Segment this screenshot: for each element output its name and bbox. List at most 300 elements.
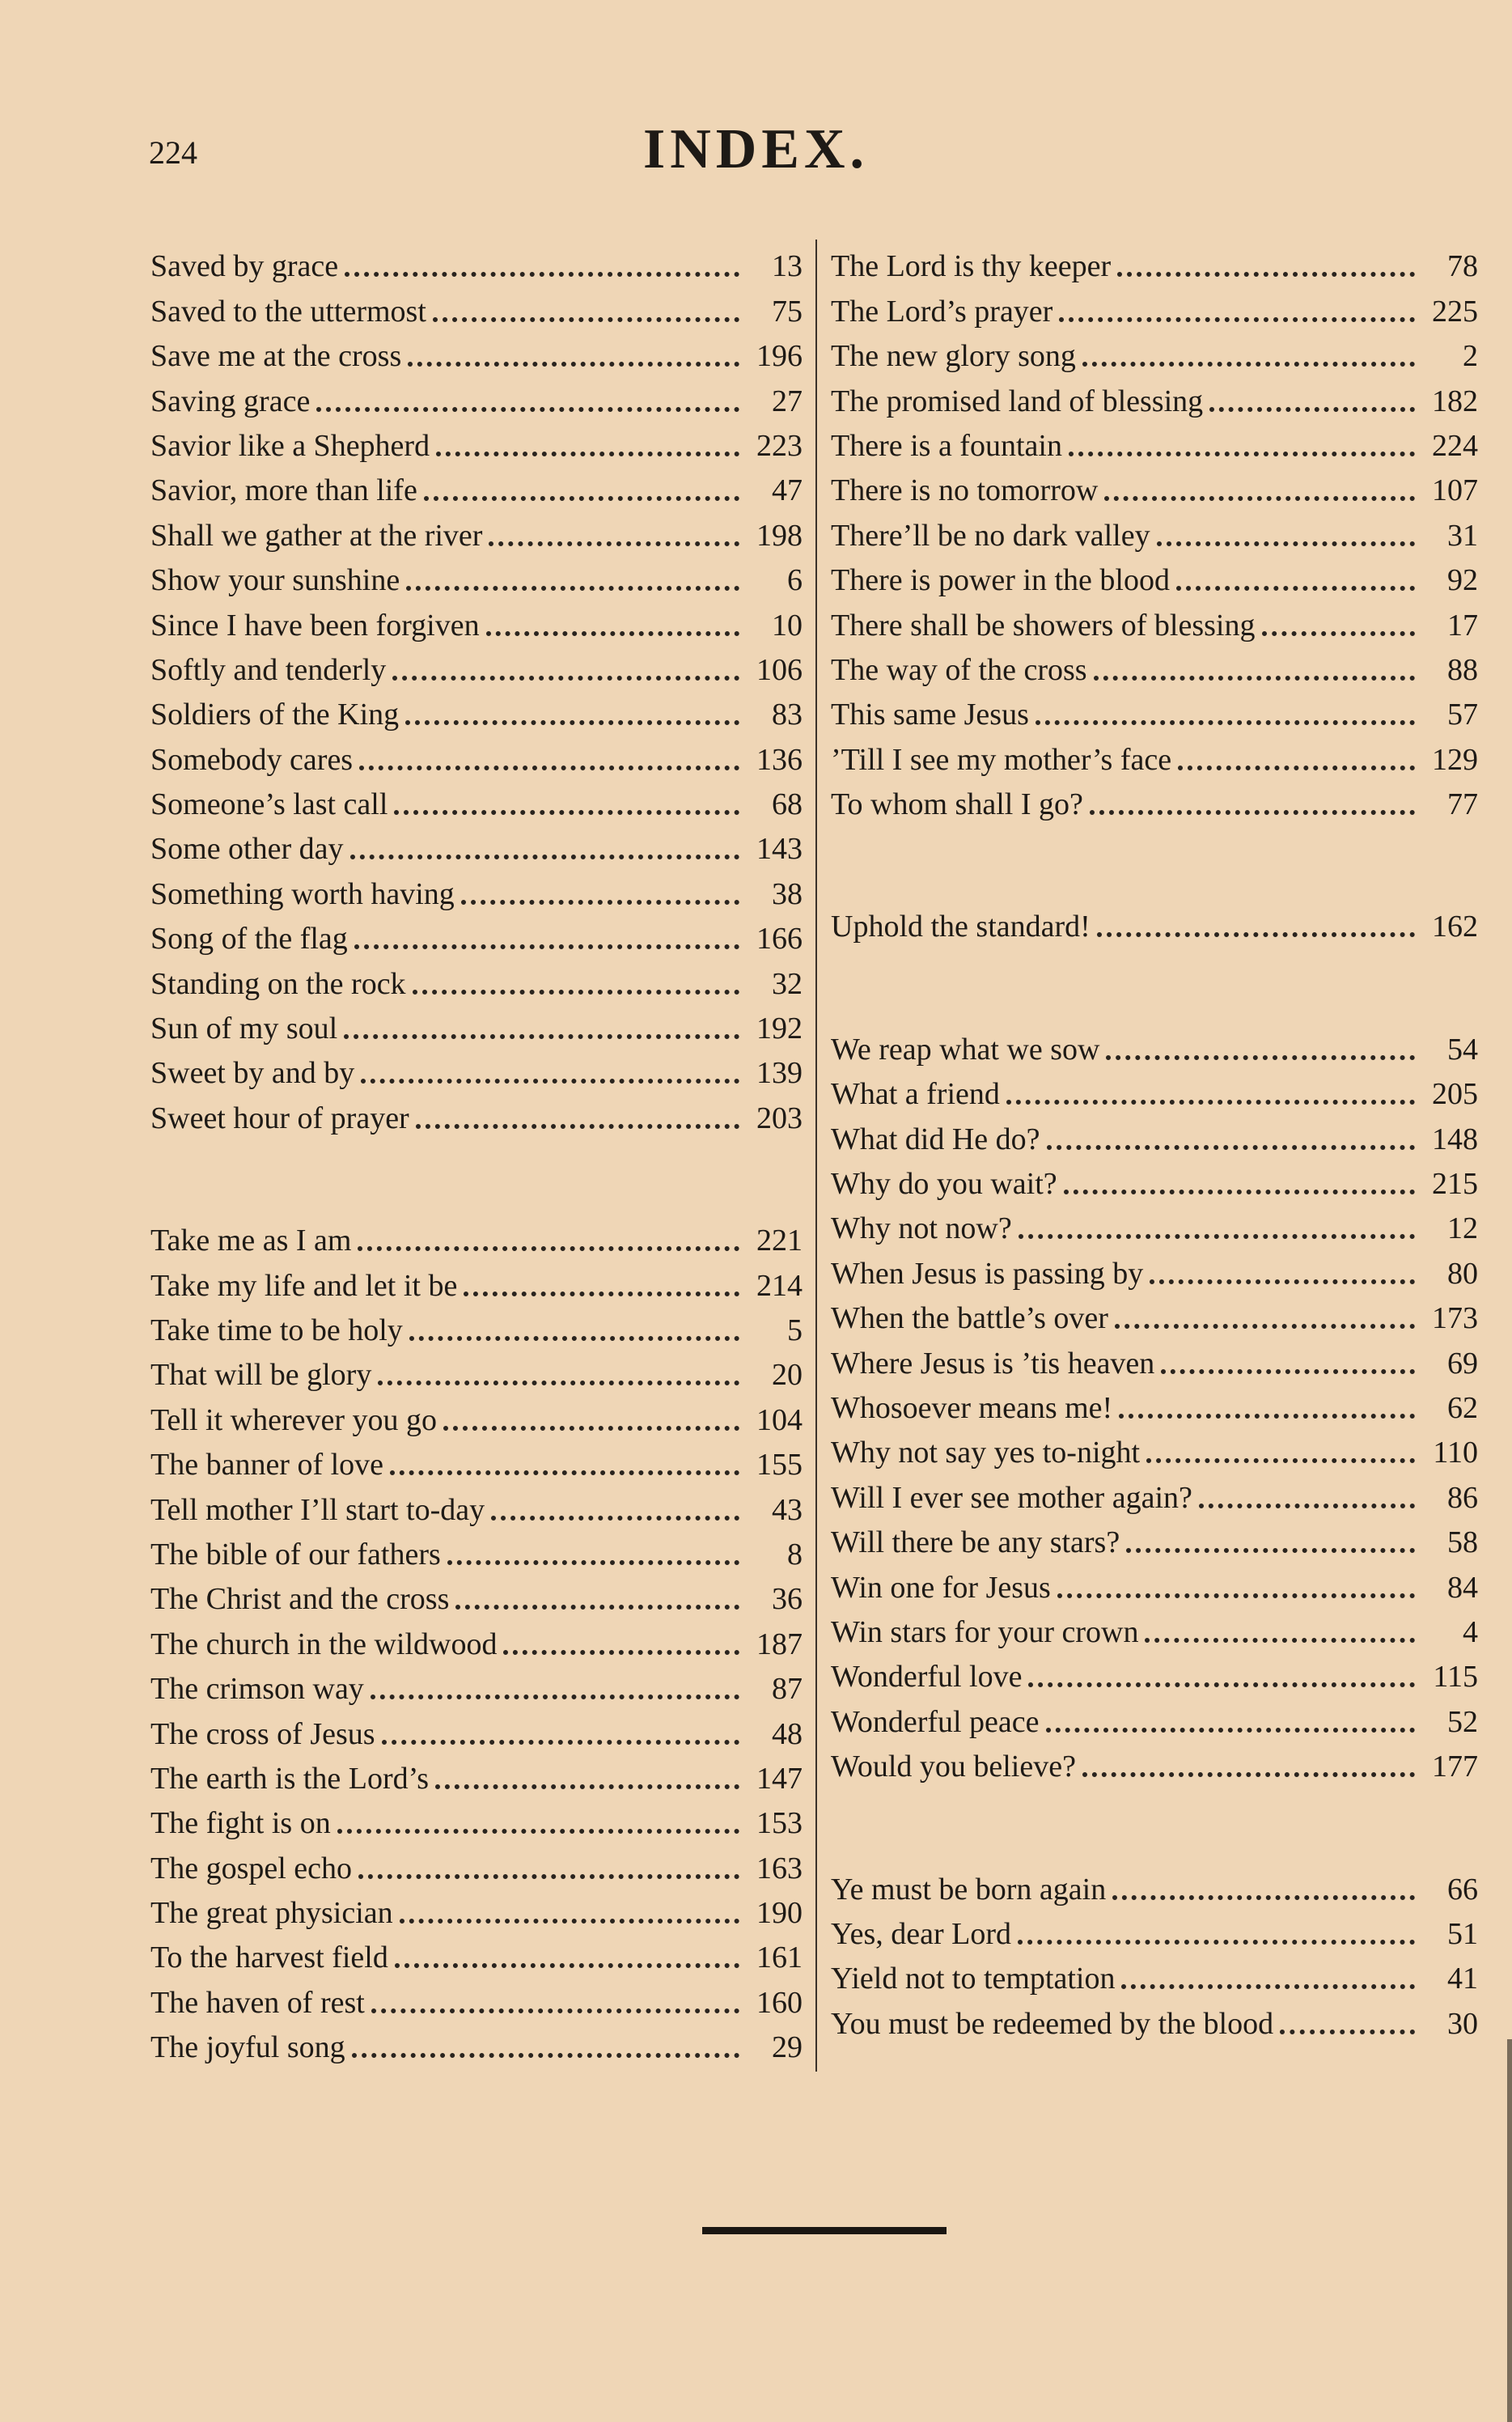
entry-title: There is no tomorrow: [831, 473, 1099, 508]
dot-leader: [1161, 1369, 1415, 1374]
dot-leader: [361, 1079, 739, 1084]
dot-leader: [1157, 541, 1415, 546]
entry-page-number: 177: [1432, 1750, 1478, 1784]
index-entry: [831, 596, 1478, 643]
entry-title: Saved to the uttermost: [150, 294, 426, 329]
entry-page-number: 104: [756, 1402, 803, 1437]
entry-title: Take my life and let it be: [150, 1268, 458, 1303]
dot-leader: [1199, 1504, 1415, 1508]
dot-leader: [394, 810, 739, 815]
entry-title: There’ll be no dark valley: [831, 518, 1150, 553]
index-entry: [150, 1525, 803, 1570]
entry-page-number: 83: [772, 698, 803, 732]
entry-page-number: 75: [772, 294, 803, 329]
index-entry: [150, 551, 803, 596]
footer-rule: [702, 2227, 947, 2234]
entry-page-number: 58: [1447, 1525, 1478, 1560]
index-entry: [150, 371, 803, 416]
entry-page-number: 5: [787, 1313, 803, 1347]
dot-leader: [345, 272, 739, 277]
dot-leader: [491, 1516, 739, 1521]
index-entry: [150, 327, 803, 374]
index-entry: [150, 2018, 803, 2063]
entry-page-number: 110: [1433, 1436, 1478, 1470]
index-entry: [150, 685, 803, 730]
index-entry: [150, 1390, 803, 1435]
index-entry: [831, 1065, 1478, 1112]
entry-page-number: 57: [1447, 698, 1478, 732]
index-entry: [150, 641, 803, 685]
dot-leader: [443, 1426, 739, 1431]
dot-leader: [1146, 1458, 1415, 1463]
entry-title: Why do you wait?: [831, 1167, 1057, 1202]
dot-leader: [1094, 676, 1415, 681]
entry-page-number: 161: [756, 1941, 803, 1975]
entry-page-number: 160: [756, 1985, 803, 2020]
dot-leader: [1036, 720, 1415, 725]
index-entry: [150, 1436, 803, 1480]
entry-page-number: 86: [1447, 1480, 1478, 1515]
entry-page-number: 78: [1447, 249, 1478, 284]
index-entry: [150, 1570, 803, 1617]
index-entry: [150, 1346, 803, 1393]
entry-title: There shall be showers of blessing: [831, 608, 1256, 643]
entry-page-number: 182: [1432, 384, 1478, 418]
entry-title: Ye must be born again: [831, 1872, 1107, 1907]
dot-leader: [1018, 1940, 1415, 1945]
index-entry: [150, 954, 803, 999]
dot-leader: [1115, 1324, 1415, 1329]
entry-title: Will there be any stars?: [831, 1525, 1120, 1560]
index-entry: [831, 1109, 1478, 1154]
entry-page-number: 66: [1447, 1872, 1478, 1907]
dot-leader: [358, 1246, 739, 1251]
entry-title: Something worth having: [150, 876, 455, 911]
entry-page-number: 196: [756, 339, 803, 374]
entry-page-number: 107: [1432, 473, 1478, 508]
index-entry: [831, 1558, 1478, 1605]
section-gap: [831, 820, 1478, 897]
dot-leader: [1126, 1548, 1415, 1553]
index-entry: [831, 1603, 1478, 1648]
entry-page-number: 2: [1463, 339, 1478, 374]
entry-title: Take time to be holy: [150, 1313, 403, 1347]
dot-leader: [354, 944, 739, 949]
dot-leader: [352, 2053, 739, 2058]
dot-leader: [464, 1292, 739, 1296]
dot-leader: [1104, 496, 1415, 501]
index-entry: [150, 282, 803, 329]
entry-page-number: 129: [1432, 742, 1478, 777]
entry-page-number: 136: [756, 742, 803, 777]
section-gap: [831, 1782, 1478, 1860]
entry-page-number: 6: [787, 563, 803, 598]
index-entry: [831, 1692, 1478, 1737]
entry-title: Standing on the rock: [150, 966, 406, 1001]
entry-title: The church in the wildwood: [150, 1627, 498, 1661]
dot-leader: [1176, 586, 1415, 591]
index-entry: [150, 1301, 803, 1346]
dot-leader: [358, 1874, 739, 1879]
entry-title: Savior like a Shepherd: [150, 428, 430, 463]
index-entry: [831, 1949, 1478, 1994]
dot-leader: [413, 990, 739, 995]
index-entry: [831, 461, 1478, 506]
entry-title: The fight is on: [150, 1806, 331, 1841]
index-entry: [150, 1256, 803, 1303]
entry-page-number: 205: [1432, 1077, 1478, 1112]
index-entry: [831, 282, 1478, 329]
entry-page-number: 166: [756, 922, 803, 956]
dot-leader: [1006, 1100, 1415, 1105]
index-entry: [831, 1648, 1478, 1695]
page-edge-shadow: [1507, 2039, 1512, 2422]
dot-leader: [1121, 1984, 1415, 1989]
entry-title: The new glory song: [831, 339, 1076, 374]
entry-title: Win one for Jesus: [831, 1570, 1051, 1605]
dot-leader: [359, 766, 739, 770]
index-entry: [831, 897, 1478, 942]
entry-title: Why not now?: [831, 1211, 1012, 1246]
entry-title: Uphold the standard!: [831, 910, 1091, 944]
entry-page-number: 192: [756, 1012, 803, 1046]
entry-page-number: 87: [772, 1672, 803, 1707]
entry-title: When Jesus is passing by: [831, 1256, 1144, 1291]
entry-title: Yield not to temptation: [831, 1962, 1116, 1996]
dot-leader: [1069, 452, 1415, 456]
entry-page-number: 10: [772, 608, 803, 643]
index-entry: [150, 1973, 803, 2020]
entry-page-number: 115: [1433, 1660, 1478, 1695]
dot-leader: [408, 362, 739, 367]
entry-title: Tell it wherever you go: [150, 1402, 438, 1437]
index-entry: [150, 910, 803, 954]
entry-title: The banner of love: [150, 1448, 384, 1482]
dot-leader: [1119, 1414, 1415, 1419]
index-entry: [831, 685, 1478, 730]
dot-leader: [461, 900, 739, 905]
dot-leader: [371, 1695, 739, 1699]
index-entry: [150, 999, 803, 1044]
entry-title: To whom shall I go?: [831, 787, 1083, 822]
entry-title: Why not say yes to-night: [831, 1436, 1141, 1470]
dot-leader: [1082, 1772, 1415, 1777]
entry-page-number: 48: [772, 1716, 803, 1751]
entry-page-number: 17: [1447, 608, 1478, 643]
dot-leader: [405, 720, 739, 725]
section-gap: [831, 942, 1478, 1020]
entry-title: You must be redeemed by the blood: [831, 2006, 1274, 2041]
entry-page-number: 147: [756, 1761, 803, 1796]
dot-leader: [406, 586, 739, 591]
index-entry: [831, 327, 1478, 374]
entry-title: Whosoever means me!: [831, 1390, 1113, 1425]
index-entry: [150, 1884, 803, 1931]
entry-title: The crimson way: [150, 1672, 364, 1707]
entry-title: Will I ever see mother again?: [831, 1480, 1192, 1515]
index-entry: [150, 1928, 803, 1973]
entry-title: ’Till I see my mother’s face: [831, 742, 1172, 777]
dot-leader: [344, 1034, 739, 1039]
index-entry: [150, 1044, 803, 1091]
entry-title: The cross of Jesus: [150, 1716, 375, 1751]
entry-page-number: 92: [1447, 563, 1478, 598]
index-entry: [831, 1423, 1478, 1468]
dot-leader: [416, 1124, 739, 1129]
entry-title: The bible of our fathers: [150, 1537, 441, 1572]
index-entry: [831, 506, 1478, 553]
entry-page-number: 31: [1447, 518, 1478, 553]
dot-leader: [1117, 272, 1415, 277]
entry-page-number: 47: [772, 473, 803, 508]
entry-title: The Lord’s prayer: [831, 294, 1053, 329]
entry-page-number: 214: [756, 1268, 803, 1303]
index-entry: [150, 1480, 803, 1525]
dot-leader: [316, 407, 739, 412]
entry-page-number: 69: [1447, 1346, 1478, 1381]
entry-page-number: 224: [1432, 428, 1478, 463]
dot-leader: [1209, 407, 1415, 412]
page-title: INDEX.: [642, 118, 870, 180]
dot-leader: [1047, 1145, 1415, 1150]
entry-title: Shall we gather at the river: [150, 518, 483, 553]
dot-leader: [1178, 766, 1415, 770]
entry-page-number: 88: [1447, 652, 1478, 687]
index-entry: [150, 461, 803, 506]
dot-leader: [1112, 1895, 1415, 1900]
entry-page-number: 51: [1447, 1916, 1478, 1951]
index-entry: [831, 551, 1478, 596]
dot-leader: [489, 541, 739, 546]
entry-title: We reap what we sow: [831, 1032, 1100, 1067]
dot-leader: [1262, 631, 1416, 636]
entry-title: Sweet by and by: [150, 1056, 355, 1091]
dot-leader: [1145, 1638, 1415, 1643]
entry-title: Wonderful peace: [831, 1704, 1040, 1739]
page-number: 224: [149, 134, 197, 171]
entry-title: Someone’s last call: [150, 787, 388, 822]
entry-title: Save me at the cross: [150, 339, 402, 374]
dot-leader: [455, 1605, 739, 1610]
entry-title: Saving grace: [150, 384, 311, 418]
index-entry: [831, 1244, 1478, 1291]
dot-leader: [1059, 317, 1415, 322]
index-entry: [150, 1839, 803, 1883]
dot-leader: [1028, 1682, 1415, 1687]
dot-leader: [1057, 1593, 1415, 1598]
entry-page-number: 62: [1447, 1390, 1478, 1425]
entry-page-number: 221: [756, 1224, 803, 1258]
index-entry: [831, 730, 1478, 777]
entry-title: Savior, more than life: [150, 473, 417, 508]
dot-leader: [390, 1470, 739, 1475]
entry-page-number: 43: [772, 1492, 803, 1527]
dot-leader: [350, 855, 739, 859]
entry-title: The joyful song: [150, 2030, 345, 2065]
index-entry: [831, 1737, 1478, 1782]
index-entry: [831, 1155, 1478, 1202]
dot-leader: [1090, 810, 1415, 815]
dot-leader: [486, 631, 739, 636]
index-entry: [150, 864, 803, 909]
dot-leader: [1280, 2030, 1415, 2034]
entry-title: Softly and tenderly: [150, 652, 387, 687]
entry-title: Saved by grace: [150, 249, 339, 284]
entry-page-number: 148: [1432, 1122, 1478, 1156]
index-entry: [831, 1020, 1478, 1067]
dot-leader: [433, 317, 739, 322]
index-entry: [831, 1199, 1478, 1244]
dot-leader: [1064, 1190, 1415, 1194]
entry-page-number: 20: [772, 1358, 803, 1393]
dot-leader: [1106, 1055, 1415, 1060]
entry-title: What did He do?: [831, 1122, 1040, 1156]
index-entry: [150, 775, 803, 820]
index-entry: [831, 1905, 1478, 1949]
entry-page-number: 32: [772, 966, 803, 1001]
entry-title: Sun of my soul: [150, 1012, 338, 1046]
index-entry: [150, 1211, 803, 1256]
index-entry: [831, 417, 1478, 461]
entry-title: To the harvest field: [150, 1941, 388, 1975]
entry-page-number: 203: [756, 1101, 803, 1135]
entry-title: Song of the flag: [150, 922, 348, 956]
section-gap: [150, 1134, 803, 1211]
index-entry: [150, 506, 803, 553]
index-entry: [150, 417, 803, 461]
entry-page-number: 106: [756, 652, 803, 687]
entry-page-number: 163: [756, 1851, 803, 1885]
dot-leader: [395, 1963, 739, 1968]
entry-page-number: 80: [1447, 1256, 1478, 1291]
dot-leader: [382, 1740, 739, 1745]
entry-page-number: 41: [1447, 1962, 1478, 1996]
index-entry: [150, 730, 803, 777]
dot-leader: [436, 452, 739, 456]
entry-title: Wonderful love: [831, 1660, 1023, 1695]
dot-leader: [1046, 1728, 1415, 1733]
index-entry: [150, 1660, 803, 1707]
dot-leader: [1150, 1279, 1415, 1284]
entry-page-number: 198: [756, 518, 803, 553]
entry-page-number: 215: [1432, 1167, 1478, 1202]
entry-title: Show your sunshine: [150, 563, 400, 598]
entry-page-number: 68: [772, 787, 803, 822]
entry-title: The great physician: [150, 1896, 393, 1931]
page-header: [0, 117, 1512, 182]
entry-title: The gospel echo: [150, 1851, 353, 1885]
entry-title: There is power in the blood: [831, 563, 1170, 598]
index-entry: [831, 1513, 1478, 1558]
entry-title: Take me as I am: [150, 1224, 352, 1258]
entry-page-number: 29: [772, 2030, 803, 2065]
index-entry: [831, 775, 1478, 820]
entry-page-number: 225: [1432, 294, 1478, 329]
index-entry: [150, 1794, 803, 1839]
entry-title: The earth is the Lord’s: [150, 1761, 430, 1796]
entry-page-number: 13: [772, 249, 803, 284]
dot-leader: [378, 1381, 739, 1385]
index-entry: [831, 1289, 1478, 1334]
entry-page-number: 155: [756, 1448, 803, 1482]
entry-title: When the battle’s over: [831, 1301, 1108, 1336]
entry-title: Yes, dear Lord: [831, 1916, 1012, 1951]
index-entry: [831, 371, 1478, 416]
index-entry: [831, 1334, 1478, 1381]
index-entry: [831, 1468, 1478, 1515]
entry-title: That will be glory: [150, 1358, 372, 1393]
entry-page-number: 77: [1447, 787, 1478, 822]
index-entry: [150, 1704, 803, 1749]
index-entry: [831, 1379, 1478, 1423]
entry-page-number: 223: [756, 428, 803, 463]
entry-title: There is a fountain: [831, 428, 1062, 463]
entry-page-number: 162: [1432, 910, 1478, 944]
entry-title: Sweet hour of prayer: [150, 1101, 409, 1135]
entry-page-number: 4: [1463, 1614, 1478, 1649]
entry-title: Tell mother I’ll start to-day: [150, 1492, 485, 1527]
entry-page-number: 12: [1447, 1211, 1478, 1246]
entry-title: Would you believe?: [831, 1750, 1076, 1784]
entry-page-number: 30: [1447, 2006, 1478, 2041]
entry-title: The promised land of blessing: [831, 384, 1204, 418]
dot-leader: [1019, 1234, 1415, 1239]
entry-title: This same Jesus: [831, 698, 1029, 732]
entry-title: The haven of rest: [150, 1985, 365, 2020]
entry-title: The Christ and the cross: [150, 1582, 450, 1617]
entry-title: Somebody cares: [150, 742, 354, 777]
column-divider: [815, 240, 817, 2072]
entry-page-number: 173: [1432, 1301, 1478, 1336]
dot-leader: [400, 1919, 739, 1924]
dot-leader: [447, 1560, 739, 1565]
entry-title: Where Jesus is ’tis heaven: [831, 1346, 1155, 1381]
index-entry: [150, 596, 803, 643]
index-entry: [150, 1750, 803, 1794]
dot-leader: [392, 676, 739, 681]
index-entry: [831, 1860, 1478, 1907]
entry-page-number: 187: [756, 1627, 803, 1661]
dot-leader: [1097, 932, 1415, 937]
index-entry: [150, 237, 803, 282]
entry-title: The way of the cross: [831, 652, 1087, 687]
entry-page-number: 190: [756, 1896, 803, 1931]
entry-title: What a friend: [831, 1077, 1000, 1112]
index-column-right: [831, 237, 1478, 2039]
entry-page-number: 36: [772, 1582, 803, 1617]
entry-title: Win stars for your crown: [831, 1614, 1139, 1649]
dot-leader: [409, 1336, 739, 1341]
index-entry: [150, 820, 803, 867]
entry-page-number: 27: [772, 384, 803, 418]
entry-page-number: 84: [1447, 1570, 1478, 1605]
entry-page-number: 139: [756, 1056, 803, 1091]
entry-page-number: 143: [756, 832, 803, 867]
entry-page-number: 153: [756, 1806, 803, 1841]
entry-title: Some other day: [150, 832, 344, 867]
entry-title: Soldiers of the King: [150, 698, 400, 732]
entry-page-number: 52: [1447, 1704, 1478, 1739]
dot-leader: [337, 1829, 739, 1834]
dot-leader: [435, 1784, 739, 1789]
index-entry: [150, 1614, 803, 1659]
dot-leader: [424, 496, 739, 501]
index-entry: [831, 1994, 1478, 2041]
entry-page-number: 8: [787, 1537, 803, 1572]
index-column-left: [150, 237, 803, 2063]
entry-title: Since I have been forgiven: [150, 608, 480, 643]
dot-leader: [503, 1650, 739, 1655]
